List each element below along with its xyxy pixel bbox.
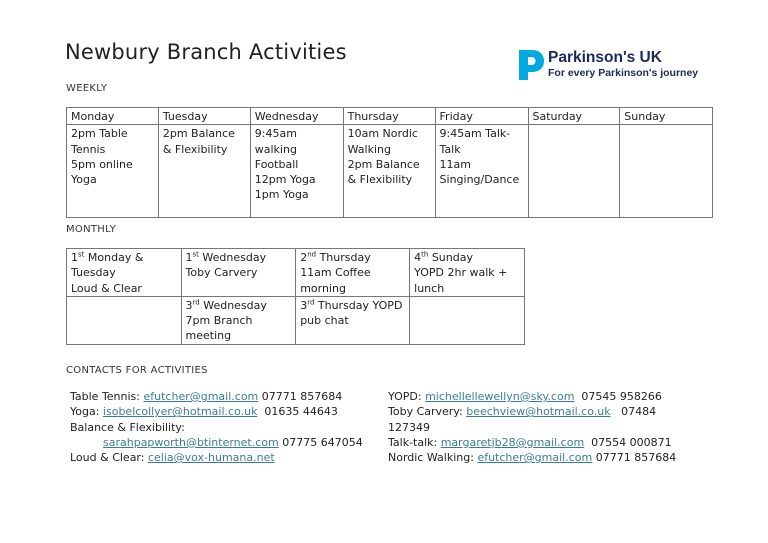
contact-phone: 07771 857684 [258, 390, 343, 403]
monthly-line: lunch [414, 281, 445, 295]
ordinal-number: 1 [71, 251, 78, 264]
day-header-tuesday: Tuesday [158, 108, 250, 125]
contact-row [70, 450, 363, 465]
activity-line: 1pm Yoga [254, 188, 309, 202]
activity-line: Talk [439, 142, 461, 156]
contact-phone: 07484 [610, 405, 657, 419]
contacts-right-column [388, 389, 676, 465]
contact-row [70, 435, 363, 450]
monthly-line: 7pm Branch [185, 314, 253, 328]
monthly-cell [181, 249, 296, 297]
day-header-sunday: Sunday [620, 108, 713, 125]
monthly-text: Monday & [84, 251, 144, 264]
monthly-cell [181, 296, 296, 344]
monthly-cell [296, 249, 410, 297]
monthly-text: Thursday YOPD [314, 298, 403, 312]
activity-line: walking [254, 142, 297, 156]
contact-label: Toby Carvery: [388, 405, 467, 419]
contact-phone: 07545 958266 [574, 390, 662, 403]
activity-line: Tennis [71, 142, 106, 156]
activity-line: 5pm online [71, 157, 133, 171]
activity-cell-sunday [620, 125, 713, 218]
activity-line: 10am Nordic [347, 127, 418, 141]
day-header-monday: Monday [67, 108, 159, 125]
ordinal-number: 2 [300, 251, 308, 264]
activity-cell-wednesday [250, 125, 343, 218]
monthly-cell [67, 296, 182, 344]
contact-row [388, 435, 676, 450]
parkinsons-logo-icon [516, 48, 546, 82]
logo-tagline: For every Parkinson's journey [548, 67, 699, 79]
contact-email-link[interactable]: efutcher@gmail.com [143, 390, 259, 403]
contact-row [388, 420, 676, 435]
ordinal-number: 4 [414, 251, 422, 264]
ordinal-suffix: nd [307, 250, 317, 259]
monthly-line: 11am Coffee [300, 266, 371, 280]
contact-email-link[interactable]: isobelcollyer@hotmail.co.uk [102, 405, 258, 419]
contacts-heading: CONTACTS FOR ACTIVITIES [66, 365, 208, 376]
contact-label: YOPD: [388, 390, 426, 403]
day-header-wednesday: Wednesday [250, 108, 343, 125]
contact-email-link[interactable]: michellellewellyn@sky.com [425, 390, 575, 403]
monthly-cell [410, 249, 525, 297]
monthly-line: Toby Carvery [185, 266, 258, 280]
monthly-line: Loud & Clear [71, 281, 142, 295]
monthly-text: Sunday [428, 251, 473, 264]
monthly-cell [410, 296, 525, 344]
activity-line: Yoga [71, 173, 97, 187]
contact-phone: 07775 647054 [278, 435, 363, 449]
monthly-table [66, 248, 525, 345]
monthly-line [300, 250, 405, 265]
contact-label: Talk-talk: [388, 435, 441, 449]
weekly-heading: WEEKLY [66, 83, 108, 94]
contact-email-link[interactable]: beechview@hotmail.co.uk [466, 405, 611, 419]
activity-line: Walking [347, 142, 391, 156]
monthly-cell [67, 249, 182, 297]
monthly-line: YOPD 2hr walk + [414, 266, 508, 280]
activity-line: & Flexibility [162, 142, 228, 156]
activity-line: Football [254, 157, 299, 171]
monthly-line: Tuesday [71, 266, 116, 280]
activity-cell-monday [67, 125, 159, 218]
weekly-table [66, 107, 713, 218]
parkinsons-uk-logo [516, 48, 716, 84]
weekly-activities-row [67, 125, 713, 218]
ordinal-suffix: st [78, 250, 85, 259]
monthly-row [67, 296, 525, 344]
monthly-cell [296, 296, 410, 344]
contact-label: Yoga: [70, 405, 103, 419]
contact-row [70, 389, 363, 404]
contact-label: Balance & Flexibility: [70, 420, 185, 434]
contact-label: Table Tennis: [70, 390, 144, 403]
contact-row [388, 450, 676, 465]
monthly-line: pub chat [300, 314, 349, 328]
activity-cell-friday [435, 125, 528, 218]
day-header-friday: Friday [435, 108, 528, 125]
ordinal-suffix: rd [192, 298, 200, 307]
activity-cell-saturday [528, 125, 620, 218]
contact-row [70, 404, 363, 419]
activity-line: & Flexibility [347, 173, 413, 187]
activity-line: 2pm Table [71, 127, 128, 141]
contact-phone: 01635 44643 [257, 405, 338, 419]
day-header-saturday: Saturday [528, 108, 620, 125]
contact-phone: 07771 857684 [592, 451, 677, 465]
contacts-left-column [70, 389, 363, 465]
contact-row [388, 404, 676, 419]
activity-line: 9:45am [254, 127, 297, 141]
contact-label: Nordic Walking: [388, 451, 478, 465]
contact-email-link[interactable]: sarahpapworth@btinternet.com [103, 435, 279, 449]
ordinal-suffix: rd [307, 298, 315, 307]
activity-line: 9:45am Talk- [439, 127, 511, 141]
contact-row [70, 420, 363, 435]
monthly-line [186, 298, 292, 313]
monthly-heading: MONTHLY [66, 224, 117, 235]
ordinal-number: 3 [300, 298, 308, 312]
contact-email-link[interactable]: celia@vox-humana.net [147, 451, 275, 465]
monthly-line: morning [300, 281, 346, 295]
contact-row [388, 389, 676, 404]
ordinal-suffix: st [192, 250, 199, 259]
monthly-line [300, 298, 405, 313]
contact-label: 127349 [388, 420, 430, 434]
activity-cell-tuesday [158, 125, 250, 218]
activity-line: 2pm Balance [347, 157, 420, 171]
monthly-text: Wednesday [198, 251, 267, 264]
monthly-line: meeting [185, 329, 232, 343]
contact-email-link[interactable]: margaretjb28@gmail.com [440, 435, 585, 449]
ordinal-suffix: th [421, 250, 429, 259]
ordinal-number: 1 [185, 251, 193, 264]
monthly-row [67, 249, 525, 297]
contact-label: Loud & Clear: [70, 451, 148, 465]
ordinal-number: 3 [185, 298, 193, 312]
activity-line: 12pm Yoga [254, 173, 316, 187]
day-header-thursday: Thursday [343, 108, 435, 125]
activity-line: 11am [439, 157, 471, 171]
activity-cell-thursday [343, 125, 435, 218]
monthly-line [71, 250, 177, 265]
monthly-line [414, 250, 520, 265]
contact-email-link[interactable]: efutcher@gmail.com [477, 451, 593, 465]
logo-name: Parkinson's UK [548, 49, 662, 66]
contact-phone: 07554 000871 [584, 435, 672, 449]
page-title: Newbury Branch Activities [65, 40, 347, 64]
monthly-text: Thursday [316, 251, 371, 264]
weekly-header-row [67, 108, 713, 125]
activity-line: Singing/Dance [439, 173, 520, 187]
monthly-line [186, 250, 292, 265]
monthly-text: Wednesday [199, 298, 267, 312]
activity-line: 2pm Balance [162, 127, 235, 141]
